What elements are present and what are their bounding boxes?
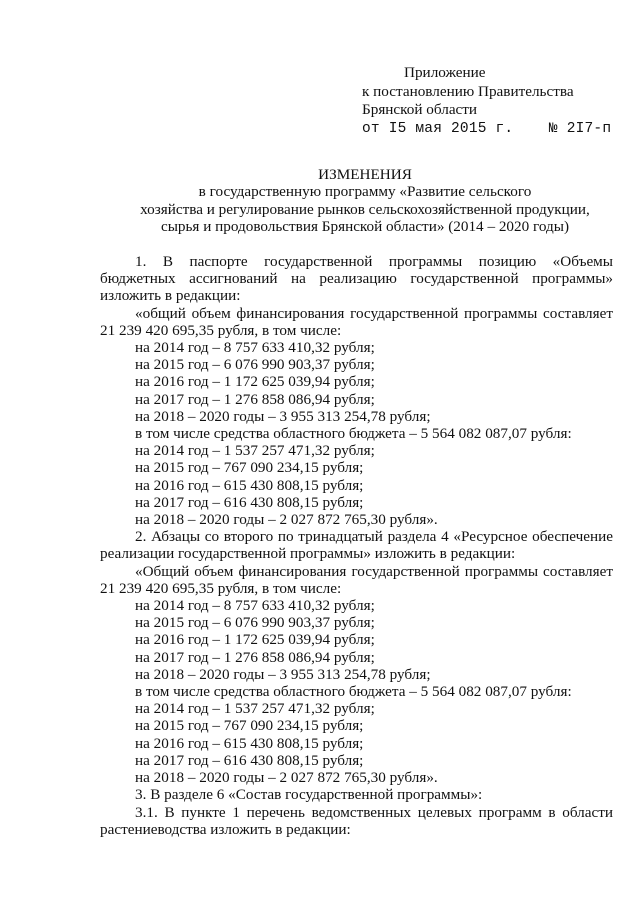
section1-intro-line-1: 1. В паспорте государственной программы позицию «Объемы xyxy=(135,253,613,270)
section2-year-item: на 2015 год – 6 076 990 903,37 рубля; xyxy=(135,614,375,632)
section2-year-item: на 2017 год – 1 276 858 086,94 рубля; xyxy=(135,648,375,666)
section2-year-item: на 2018 – 2020 годы – 3 955 313 254,78 рубля; xyxy=(135,665,431,683)
appendix-date-number: от I5 мая 2015 г. № 2I7-п xyxy=(362,120,612,137)
section2-regional-year-item: на 2018 – 2020 годы – 2 027 872 765,30 рубля». xyxy=(135,769,438,787)
section2-regional-year-item: на 2015 год – 767 090 234,15 рубля; xyxy=(135,717,364,735)
section1-total-line-1: «общий объем финансирования государственной программы составляет xyxy=(135,304,613,322)
section1-year-item: на 2017 год – 1 276 858 086,94 рубля; xyxy=(135,390,375,408)
title-heading: ИЗМЕНЕНИЯ xyxy=(318,166,412,183)
appendix-region: Брянской области xyxy=(362,101,478,118)
title-line-1: в государственную программу «Развитие сельского xyxy=(198,183,532,201)
section1-regional-year-item: на 2017 год – 616 430 808,15 рубля; xyxy=(135,493,364,511)
section1-intro-line-3: изложить в редакции: xyxy=(100,287,241,305)
section1-year-item: на 2018 – 2020 годы – 3 955 313 254,78 рубля; xyxy=(135,407,431,425)
section1-regional-year-item: на 2015 год – 767 090 234,15 рубля; xyxy=(135,459,364,477)
section1-year-item: на 2016 год – 1 172 625 039,94 рубля; xyxy=(135,373,375,391)
section1-regional-year-item: на 2014 год – 1 537 257 471,32 рубля; xyxy=(135,442,375,460)
section1-total-line-2: 21 239 420 695,35 рубля, в том числе: xyxy=(100,321,342,339)
section2-regional-year-item: на 2016 год – 615 430 808,15 рубля; xyxy=(135,734,364,752)
section1-year-item: на 2014 год – 8 757 633 410,32 рубля; xyxy=(135,339,375,357)
section2-regional-year-item: на 2014 год – 1 537 257 471,32 рубля; xyxy=(135,700,375,718)
section2-year-item: на 2014 год – 8 757 633 410,32 рубля; xyxy=(135,597,375,615)
section2-regional-year-item: на 2017 год – 616 430 808,15 рубля; xyxy=(135,751,364,769)
section2-total-line-2: 21 239 420 695,35 рубля, в том числе: xyxy=(100,579,342,597)
appendix-header xyxy=(362,64,632,138)
section1-intro-line-2: бюджетных ассигнований на реализацию государственной программы» xyxy=(100,270,613,288)
section2-total-line-1: «Общий объем финансирования государственной программы составляет xyxy=(135,562,613,580)
document-body xyxy=(100,253,613,838)
section1-regional-intro: в том числе средства областного бюджета – 5 564 082 087,07 рубля: xyxy=(135,425,572,443)
section2-regional-intro: в том числе средства областного бюджета – 5 564 082 087,07 рубля: xyxy=(135,683,572,701)
appendix-resolution: к постановлению Правительства xyxy=(362,82,574,100)
title-line-2: хозяйства и регулирование рынков сельскохозяйственной продукции, xyxy=(140,200,590,218)
section3-sub-line-2: растениеводства изложить в редакции: xyxy=(100,820,351,838)
section3-line: 3. В разделе 6 «Состав государственной программы»: xyxy=(135,786,483,804)
section2-year-item: на 2016 год – 1 172 625 039,94 рубля; xyxy=(135,631,375,649)
appendix-label: Приложение xyxy=(404,64,486,81)
section2-intro-line-1: 2. Абзацы со второго по тринадцатый раздела 4 «Ресурсное обеспечение xyxy=(135,528,613,546)
section2-intro-line-2: реализации государственной программы» изложить в редакции: xyxy=(100,545,516,563)
section3-sub-line-1: 3.1. В пункте 1 перечень ведомственных целевых программ в области xyxy=(135,803,613,821)
document-title xyxy=(100,166,630,236)
title-line-3: сырья и продовольствия Брянской области» (2014 – 2020 годы) xyxy=(160,218,570,236)
section1-regional-year-item: на 2018 – 2020 годы – 2 027 872 765,30 рубля». xyxy=(135,511,438,529)
section1-regional-year-item: на 2016 год – 615 430 808,15 рубля; xyxy=(135,476,364,494)
section1-year-item: на 2015 год – 6 076 990 903,37 рубля; xyxy=(135,356,375,374)
